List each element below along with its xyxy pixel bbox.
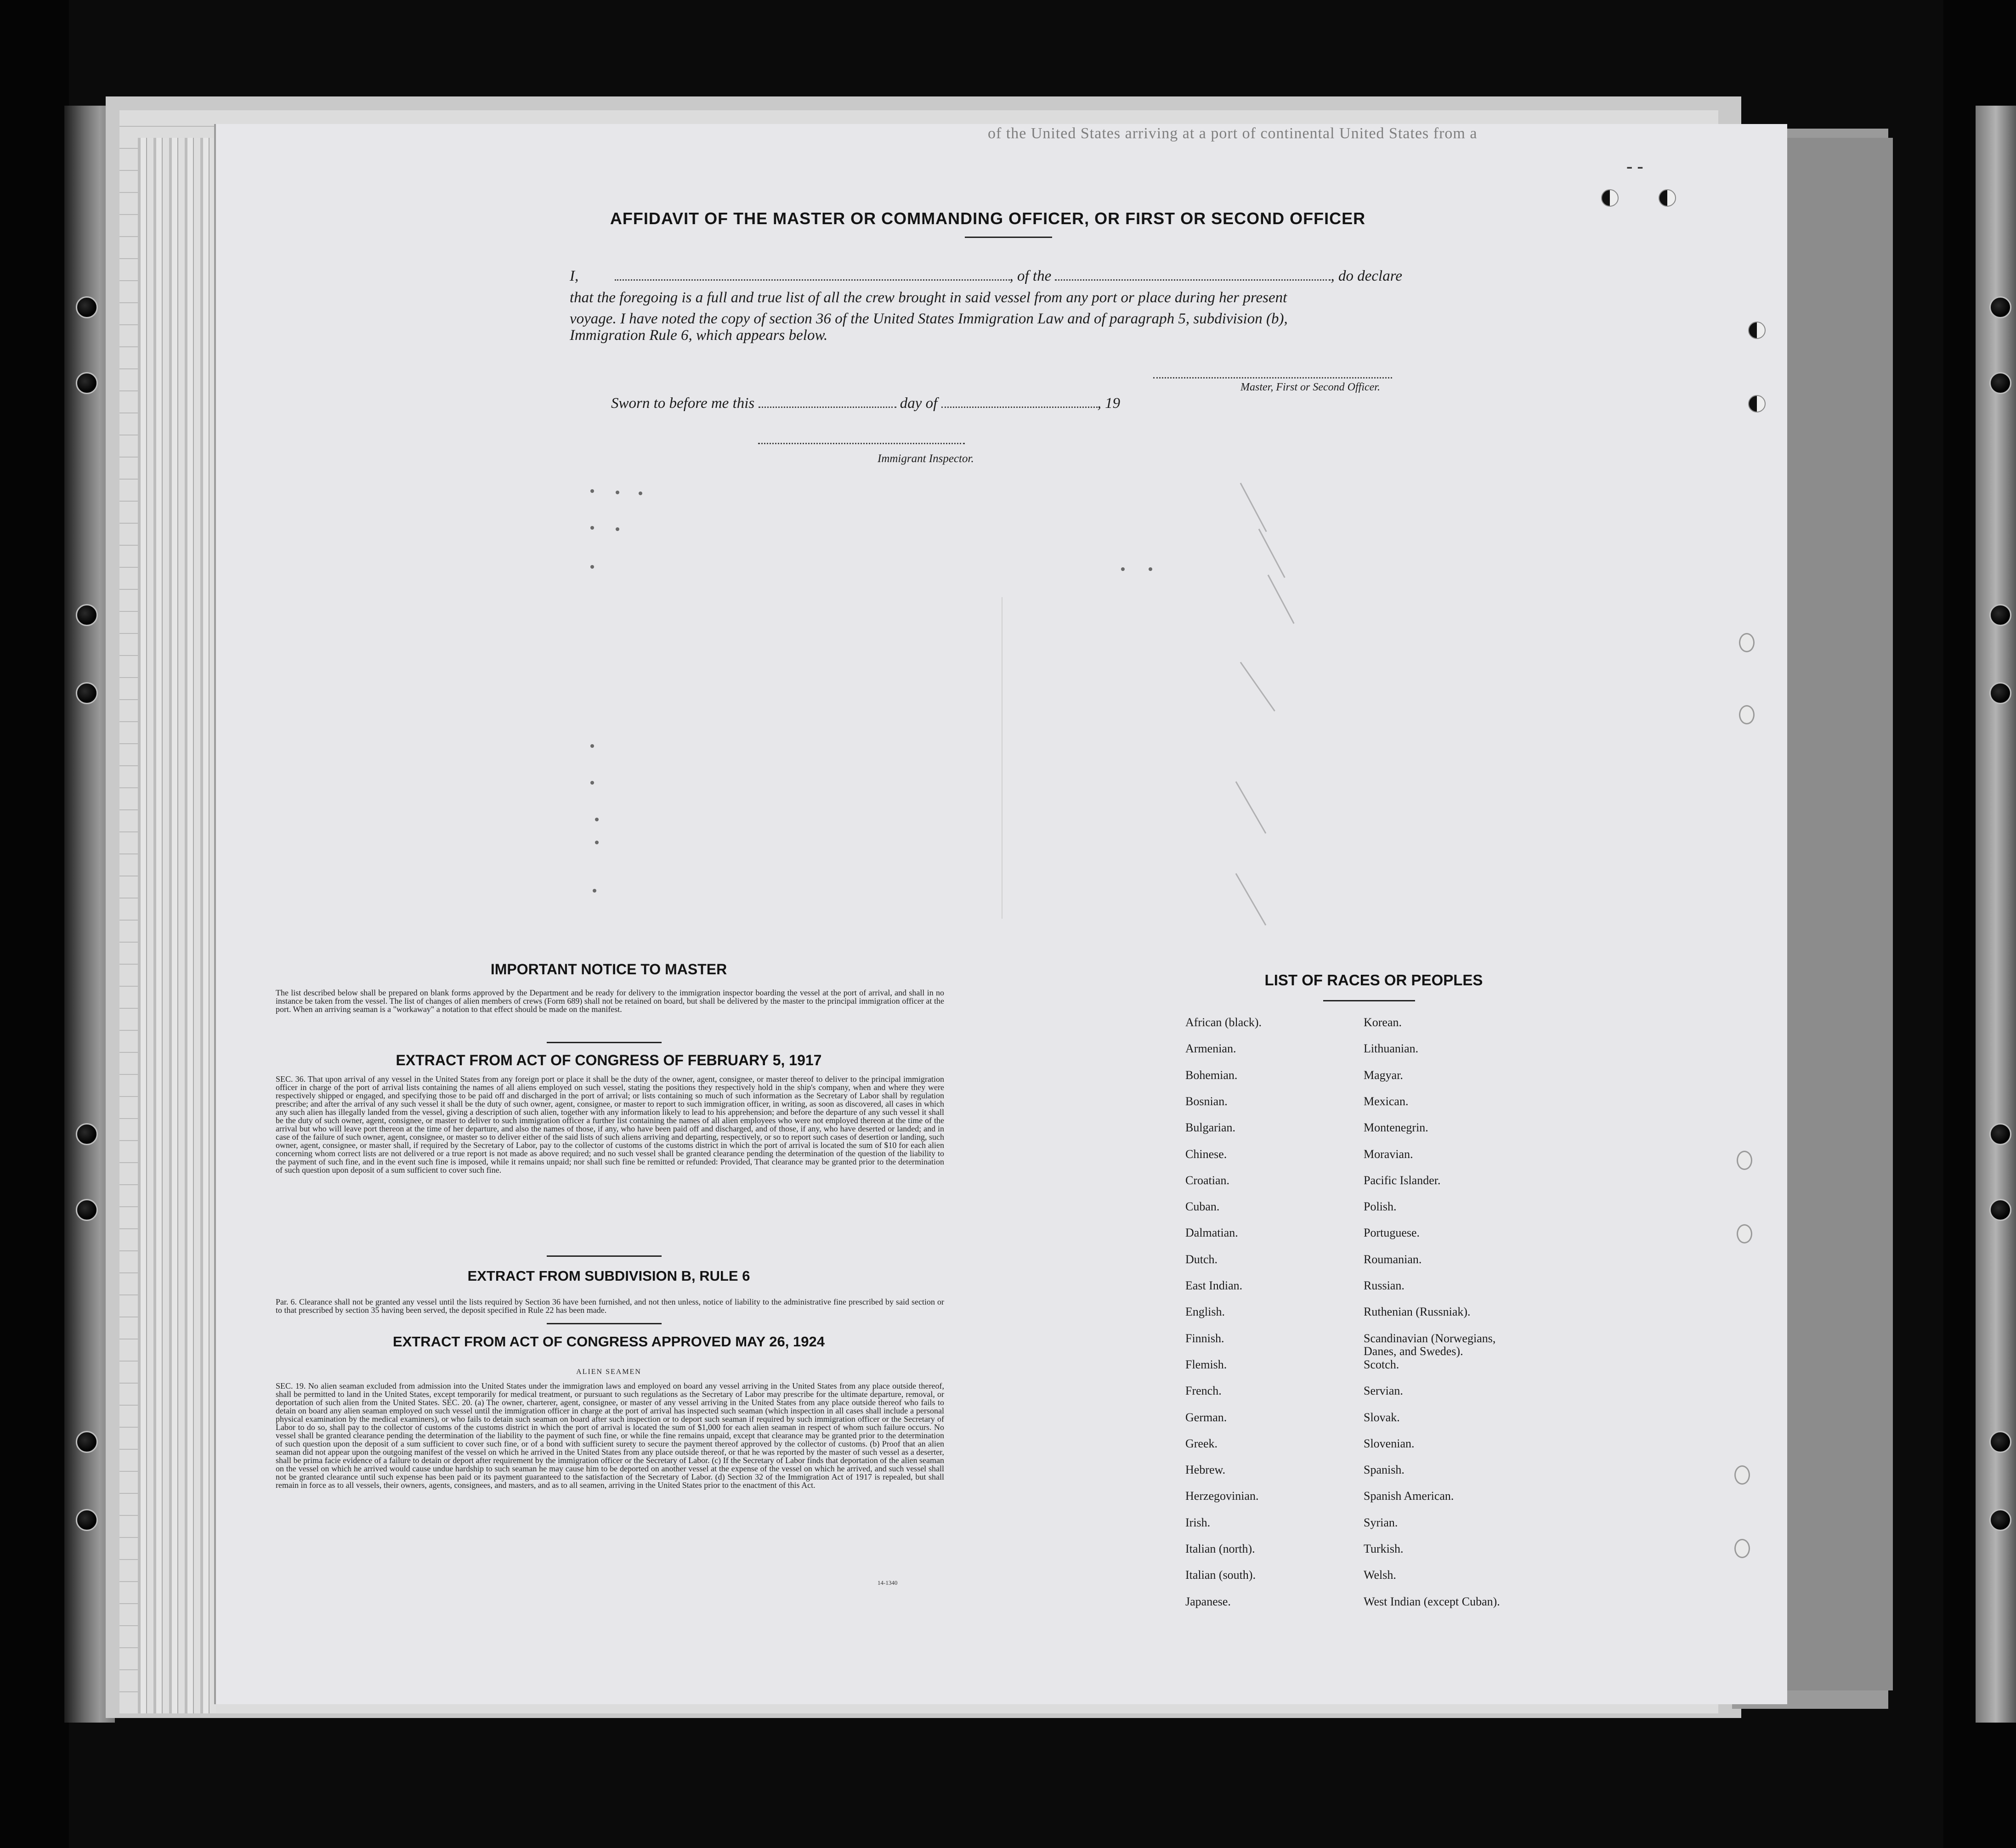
race-item: Armenian. bbox=[1185, 1042, 1236, 1055]
punch-hole bbox=[1989, 1123, 2011, 1145]
punch-hole bbox=[76, 1509, 98, 1531]
race-item: Bulgarian. bbox=[1185, 1121, 1236, 1134]
page-hole-mark bbox=[1748, 395, 1766, 413]
show-through-mark bbox=[595, 841, 599, 844]
notice-title: IMPORTANT NOTICE TO MASTER bbox=[490, 961, 727, 978]
declaration-of-the: , of the bbox=[1009, 268, 1052, 284]
affidavit-title: AFFIDAVIT OF THE MASTER OR COMMANDING OFFICER, OR FIRST OR SECOND OFFICER bbox=[610, 209, 1366, 228]
act-1924-text: SEC. 19. No alien seaman excluded from admission into the United States under the immigration laws and employed on board any vessel arriving in the United States from any place outside thereof, shall be permitted to land in the United States, except temporarily for medical treatment, or pursuant to such regulations as the Secretary of Labor may prescribe for the ultimate departure, removal, or deportation of such alien from the United States. SEC. 20. (a) The owner, charterer, agent, consignee, or master of any vessel arriving in the United States from any place outside thereof who fails to detain on board any alien seaman employed on such vessel until the immigration officer in charge at the port of arrival has inspected such seaman (which inspection in all cases shall include a personal physical examination by the medical examiners), or who fails to detain such seaman on board after such inspection or to deport such seaman if required by such immigration officer or the Secretary of Labor to do so, shall pay to the collector of customs of the customs district in which the port of arrival is located the sum of $1,000 for each alien seaman in respect of whom such failure occurs. No vessel shall be granted clearance pending the determination of the liability to the payment of such fine, or while the fine remains unpaid, except that clearance may be granted prior to the determination of such question upon the deposit of a sum sufficient to cover such fine, or of a bond with sufficient surety to secure the payment thereof approved by the collector of customs. (b) Proof that an alien seaman did not appear upon the outgoing manifest of the vessel on which he arrived in the United States from any place outside thereof, or that he was reported by the master of such vessel as a deserter, shall be prima facie evidence of a failure to detain or deport after requirement by the immigration officer or the Secretary of Labor. (c) If the Secretary of Labor finds that deportation of the alien seaman on the vessel on which he arrived would cause undue hardship to such seaman he may cause him to be deported on another vessel at the expense of the vessel on which he arrived, and such vessel shall not be granted clearance until such expense has been paid or its payment guaranteed to the satisfaction of the Secretary of Labor. (d) Section 32 of the Immigration Act of 1917 is repealed, but shall remain in force as to all vessels, their owners, agents, consignees, and masters, and as to all seamen, arriving in the United States prior to the enactment of this Act. bbox=[276, 1381, 944, 1490]
show-through-mark bbox=[593, 889, 596, 893]
race-item: Flemish. bbox=[1185, 1358, 1227, 1371]
race-item: Croatian. bbox=[1185, 1174, 1230, 1187]
page-hole-mark bbox=[1739, 633, 1755, 652]
title-underline bbox=[965, 237, 1052, 238]
show-through-mark bbox=[590, 744, 594, 748]
film-border-left bbox=[0, 0, 69, 1848]
page-hole-mark bbox=[1748, 322, 1766, 339]
page-hole-mark bbox=[1734, 1465, 1750, 1485]
race-item: Cuban. bbox=[1185, 1200, 1220, 1213]
race-item: Bohemian. bbox=[1185, 1068, 1238, 1082]
declaration-i: I, bbox=[570, 268, 579, 284]
declaration-do-declare: , do declare bbox=[1331, 268, 1402, 284]
inspector-signature-blank[interactable] bbox=[758, 442, 965, 444]
race-item: Italian (south). bbox=[1185, 1568, 1256, 1582]
race-item: Greek. bbox=[1185, 1437, 1218, 1450]
vessel-blank[interactable] bbox=[1055, 279, 1331, 281]
inspector-label: Immigrant Inspector. bbox=[878, 452, 974, 465]
race-item: Welsh. bbox=[1364, 1568, 1396, 1582]
race-item: Ruthenian (Russniak). bbox=[1364, 1305, 1471, 1318]
show-through-mark bbox=[595, 818, 599, 821]
punch-hole bbox=[76, 1123, 98, 1145]
paper-stack-edges-left bbox=[138, 138, 216, 1713]
race-item: Chinese. bbox=[1185, 1147, 1227, 1161]
page-hole-mark bbox=[1739, 705, 1755, 724]
race-item: Irish. bbox=[1185, 1516, 1211, 1529]
section-divider bbox=[547, 1255, 662, 1257]
race-item: East Indian. bbox=[1185, 1279, 1243, 1292]
declaration-line bbox=[570, 268, 1489, 285]
race-item: Dutch. bbox=[1185, 1253, 1218, 1266]
punch-hole bbox=[1989, 1431, 2011, 1453]
form-number: 14-1340 bbox=[878, 1579, 898, 1586]
race-item: West Indian (except Cuban). bbox=[1364, 1595, 1500, 1608]
act-1917-text: SEC. 36. That upon arrival of any vessel in the United States from any foreign port or place it shall be the duty of the owner, agent, consignee, or master thereof to deliver to the principal immigration officer in charge of the port of arrival lists containing the names of all aliens employed on such vessel, stating the positions they respectively hold in the ship's company, when and where they were respectively shipped or engaged, and specifying those to be paid off and discharged in the port of arrival; or lists containing so much of such information as the Secretary of Labor shall by regulation prescribe; and after the arrival of any such vessel it shall be the duty of such owner, agent, consignee, or master to report to such immigration officer, in writing, as soon as discovered, all cases in which any such alien has illegally landed from the vessel, giving a description of such alien, together with any information likely to lead to his apprehension; and before the departure of any such vessel it shall be the duty of such owner, agent, consignee, or master to deliver to such immigration officer a further list containing the names of all alien employees who were not employed thereon at the time of the arrival but who will leave port thereon at the time of her departure, and also the names of those, if any, who have been paid off and discharged, and of those, if any, who have deserted or landed; and in case of the failure of such owner, agent, consignee, or master so to deliver either of the said lists of such aliens arriving and departing, respectively, or so to report such cases of desertion or landing, such owner, agent, consignee, or master shall, if required by the Secretary of Labor, pay to the collector of customs of the customs district in which the port of arrival is located the sum of $10 for each alien concerning whom correct lists are not delivered or a true report is not made as above required; and no such vessel shall be granted clearance pending the determination of the question of the liability to the payment of such fine, and in the event such fine is imposed, while it remains unpaid; nor shall such fine be remitted or refunded: Provided, That clearance may be granted prior to the determination of such question upon deposit of a sum sufficient to cover such fine. bbox=[276, 1074, 944, 1175]
punch-hole bbox=[76, 296, 98, 318]
race-item: Japanese. bbox=[1185, 1595, 1231, 1608]
show-through-mark bbox=[590, 489, 594, 493]
punch-hole bbox=[1989, 1509, 2011, 1531]
race-item: Lithuanian. bbox=[1364, 1042, 1419, 1055]
show-through-mark bbox=[616, 491, 619, 494]
race-item: Finnish. bbox=[1185, 1332, 1224, 1345]
race-item: French. bbox=[1185, 1384, 1222, 1397]
race-item: Spanish. bbox=[1364, 1463, 1404, 1476]
page-hole-mark bbox=[1737, 1224, 1752, 1243]
page-hole-mark bbox=[1659, 189, 1676, 207]
act-1924-title: EXTRACT FROM ACT OF CONGRESS APPROVED MAY 26, 1924 bbox=[393, 1334, 825, 1350]
race-item: Spanish American. bbox=[1364, 1489, 1454, 1503]
sworn-month-blank[interactable] bbox=[941, 406, 1098, 408]
race-item: Herzegovinian. bbox=[1185, 1489, 1259, 1503]
page-hole-mark bbox=[1734, 1539, 1750, 1558]
race-item: Turkish. bbox=[1364, 1542, 1404, 1555]
show-through-mark bbox=[590, 565, 594, 569]
punch-hole bbox=[76, 604, 98, 626]
show-through-mark bbox=[590, 781, 594, 785]
punch-hole bbox=[1989, 372, 2011, 394]
show-through-mark bbox=[590, 526, 594, 530]
page-hole-mark bbox=[1737, 1151, 1752, 1170]
signature-blank[interactable] bbox=[1153, 377, 1392, 379]
race-item: Pacific Islander. bbox=[1364, 1174, 1441, 1187]
race-item: Servian. bbox=[1364, 1384, 1403, 1397]
show-through-mark bbox=[1149, 567, 1152, 571]
race-item: Portuguese. bbox=[1364, 1226, 1420, 1239]
declaration-line: Immigration Rule 6, which appears below. bbox=[570, 327, 828, 344]
paper-stack-edge-right-shadow bbox=[1783, 138, 1893, 1690]
name-blank[interactable] bbox=[615, 279, 1010, 281]
race-item: Hebrew. bbox=[1185, 1463, 1226, 1476]
race-item: Slovak. bbox=[1364, 1411, 1400, 1424]
section-divider bbox=[547, 1042, 662, 1043]
show-through-mark bbox=[1121, 567, 1125, 571]
races-list-title: LIST OF RACES OR PEOPLES bbox=[1264, 972, 1483, 989]
subdivision-b-text: Par. 6. Clearance shall not be granted any vessel until the lists required by Section 36 have been furnished, and not then unless, notice of liability to the administrative fine prescribed by said section or to that prescribed by section 35 having been served, the deposit specified in Rule 22 has been made. bbox=[276, 1297, 944, 1315]
race-item: Polish. bbox=[1364, 1200, 1397, 1213]
sworn-day-of: day of bbox=[900, 395, 938, 412]
punch-hole bbox=[1989, 604, 2011, 626]
corner-mark: - - bbox=[1626, 156, 1643, 176]
race-item: Russian. bbox=[1364, 1279, 1404, 1292]
race-item: Slovenian. bbox=[1364, 1437, 1415, 1450]
subdivision-b-title: EXTRACT FROM SUBDIVISION B, RULE 6 bbox=[467, 1268, 750, 1284]
punch-hole bbox=[1989, 1199, 2011, 1221]
race-item: German. bbox=[1185, 1411, 1227, 1424]
race-item: Italian (north). bbox=[1185, 1542, 1255, 1555]
race-item: Mexican. bbox=[1364, 1095, 1409, 1108]
punch-hole bbox=[1989, 296, 2011, 318]
signature-label: Master, First or Second Officer. bbox=[1240, 381, 1380, 393]
race-item: Dalmatian. bbox=[1185, 1226, 1238, 1239]
act-1917-title: EXTRACT FROM ACT OF CONGRESS OF FEBRUARY 5, 1917 bbox=[396, 1052, 822, 1068]
declaration-line: voyage. I have noted the copy of section 36 of the United States Immigration Law and of paragraph 5, subdivision (b), bbox=[570, 311, 1288, 327]
punch-hole bbox=[76, 1431, 98, 1453]
show-through-mark bbox=[639, 492, 642, 495]
race-item: Magyar. bbox=[1364, 1068, 1403, 1082]
sworn-prefix: Sworn to before me this bbox=[611, 395, 755, 412]
punch-hole bbox=[76, 682, 98, 704]
punch-hole bbox=[1989, 682, 2011, 704]
race-item: Roumanian. bbox=[1364, 1253, 1422, 1266]
sworn-year: , 19 bbox=[1097, 395, 1121, 412]
declaration-line: that the foregoing is a full and true list of all the crew brought in said vessel from any port or place during her present bbox=[570, 289, 1287, 306]
race-item: Korean. bbox=[1364, 1016, 1402, 1029]
race-item: Scandinavian (Norwegians, Danes, and Swedes). bbox=[1364, 1332, 1496, 1358]
punch-hole bbox=[76, 1199, 98, 1221]
punch-hole bbox=[76, 372, 98, 394]
race-item: Bosnian. bbox=[1185, 1095, 1228, 1108]
race-item: African (black). bbox=[1185, 1016, 1262, 1029]
title-underline bbox=[1323, 1000, 1415, 1001]
sworn-day-blank[interactable] bbox=[759, 406, 896, 408]
race-item: Syrian. bbox=[1364, 1516, 1398, 1529]
section-divider bbox=[547, 1323, 662, 1324]
sworn-line bbox=[611, 395, 1208, 412]
binder-strip-right bbox=[1976, 106, 2016, 1723]
page-hole-mark bbox=[1601, 189, 1619, 207]
show-through-mark bbox=[616, 527, 619, 531]
race-item: Scotch. bbox=[1364, 1358, 1399, 1371]
race-item: Montenegrin. bbox=[1364, 1121, 1428, 1134]
race-item: Moravian. bbox=[1364, 1147, 1413, 1161]
underlying-page-text: of the United States arriving at a port of continental United States from a bbox=[988, 125, 1478, 142]
race-item: English. bbox=[1185, 1305, 1225, 1318]
notice-text: The list described below shall be prepared on blank forms approved by the Department and be ready for delivery to the immigration inspector boarding the vessel at the port of arrival, and shall in no instance be taken from the vessel. The list of changes of alien members of crews (Form 689) shall not be retained on board, but shall be delivered by the master to the principal immigration officer at the port. When an arriving seaman is a "workaway" a notation to that effect should be made on the manifest. bbox=[276, 988, 944, 1014]
alien-seamen-subtitle: ALIEN SEAMEN bbox=[576, 1368, 641, 1376]
